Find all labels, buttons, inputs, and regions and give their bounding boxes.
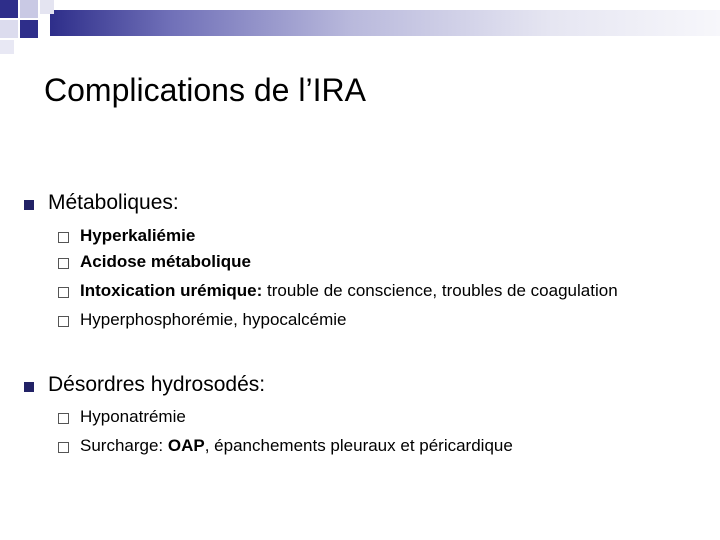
item-bold-text: Acidose métabolique [80,252,251,271]
hollow-square-bullet-icon [58,442,69,453]
decorative-square [0,0,18,18]
hollow-square-bullet-icon [58,232,69,243]
square-bullet-icon [24,382,34,392]
square-bullet-icon [24,200,34,210]
decorative-top-band [50,10,720,36]
decorative-square [20,0,38,18]
hollow-square-bullet-icon [58,413,69,424]
item-text: Hyponatrémie [80,407,186,426]
item-bold-text: Hyperkaliémie [80,226,196,245]
list-item [80,252,251,272]
item-text: trouble de conscience, troubles de coagulation [262,281,618,300]
item-text-pre: Surcharge: [80,436,168,455]
hollow-square-bullet-icon [58,258,69,269]
item-bold-text: Intoxication urémique: [80,281,263,300]
list-item [80,226,195,246]
item-bold-text: OAP [167,436,205,455]
section-heading-desordres: Désordres hydrosodés: [48,373,266,396]
hollow-square-bullet-icon [58,316,69,327]
decorative-square [20,20,38,38]
decorative-square [40,0,54,14]
decorative-square [0,40,14,54]
list-item [80,436,513,456]
section-heading-metaboliques: Métaboliques: [48,191,179,214]
slide-title: Complications de l’IRA [44,72,366,108]
item-text: Hyperphosphorémie, hypocalcémie [80,310,347,329]
list-item [80,310,346,330]
list-item [80,281,618,301]
list-item [80,407,186,427]
item-text-post: , épanchements pleuraux et péricardique [204,436,513,455]
decorative-square [0,20,18,38]
hollow-square-bullet-icon [58,287,69,298]
